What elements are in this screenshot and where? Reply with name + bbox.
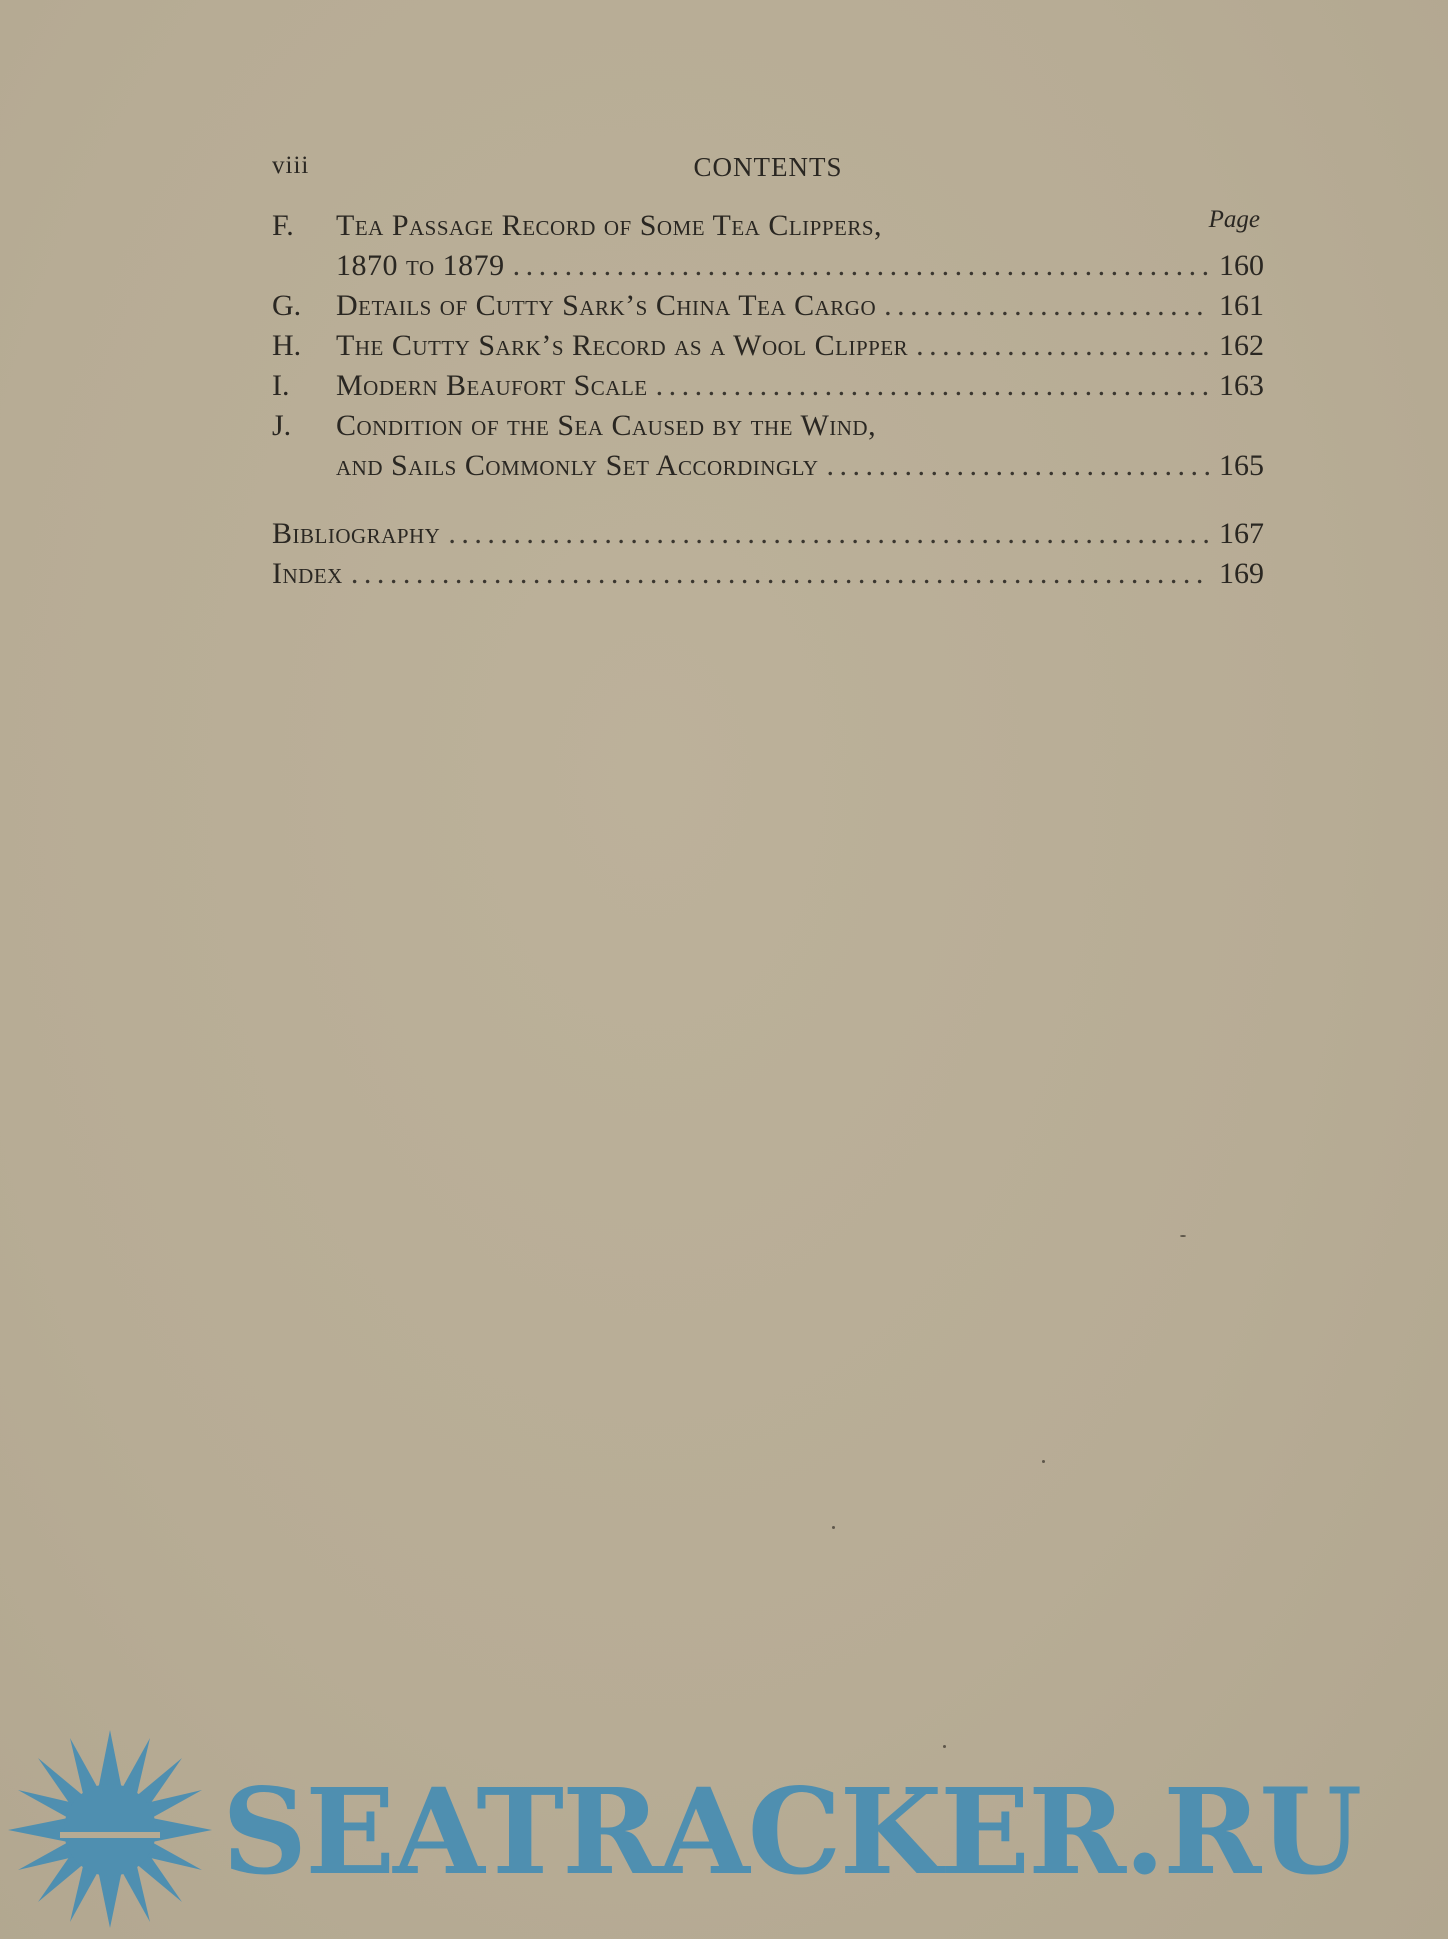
contents-entry-j (272, 406, 1264, 486)
contents-entry-bibliography (272, 514, 1264, 554)
running-head (272, 152, 1264, 188)
appendix-letter: J. (272, 409, 292, 442)
watermark (0, 1720, 1448, 1939)
entry-title: The Cutty Sark’s Record as a Wool Clipper (336, 329, 909, 362)
dot-leader (448, 514, 1210, 554)
appendix-letter: F. (272, 209, 294, 242)
contents-list (272, 206, 1264, 594)
dot-leader (884, 286, 1210, 326)
sun-logo-icon (0, 1720, 220, 1939)
appendix-letter: I. (272, 369, 290, 402)
page-folio: viii (272, 152, 310, 179)
dot-leader (656, 366, 1210, 406)
page-number: 165 (1219, 449, 1264, 482)
contents-entry-g (272, 286, 1264, 326)
contents-entry-i (272, 366, 1264, 406)
page-number: 167 (1219, 517, 1264, 550)
entry-title: Tea Passage Record of Some Tea Clippers, (336, 209, 883, 242)
appendix-letter: G. (272, 289, 302, 322)
page-number: 163 (1219, 369, 1264, 402)
scan-speck (1180, 1235, 1186, 1237)
page-column-label: Page (1208, 206, 1260, 233)
dot-leader (827, 446, 1210, 486)
watermark-text: SEATRACKER.RU (222, 1762, 1361, 1901)
entry-title-continued: 1870 to 1879 (336, 249, 505, 282)
page-number: 160 (1219, 249, 1264, 282)
dot-leader (916, 326, 1210, 366)
scan-speck (1042, 1460, 1045, 1463)
contents-entry-index (272, 554, 1264, 594)
dot-leader (513, 246, 1210, 286)
running-head-title: CONTENTS (693, 152, 843, 182)
page-number: 161 (1219, 289, 1264, 322)
entry-title: Index (272, 557, 343, 590)
dot-leader (351, 554, 1210, 594)
entry-title: Modern Beaufort Scale (336, 369, 648, 402)
entry-title: Details of Cutty Sark’s China Tea Cargo (336, 289, 877, 322)
scan-speck (832, 1526, 835, 1529)
entry-title: Bibliography (272, 517, 441, 550)
entry-title: Condition of the Sea Caused by the Wind, (336, 409, 877, 442)
appendix-letter: H. (272, 329, 302, 362)
entry-title-continued: and Sails Commonly Set Accordingly (336, 449, 819, 482)
contents-entry-f (272, 206, 1264, 286)
page-number: 162 (1219, 329, 1264, 362)
page-number: 169 (1219, 557, 1264, 590)
contents-entry-h (272, 326, 1264, 366)
